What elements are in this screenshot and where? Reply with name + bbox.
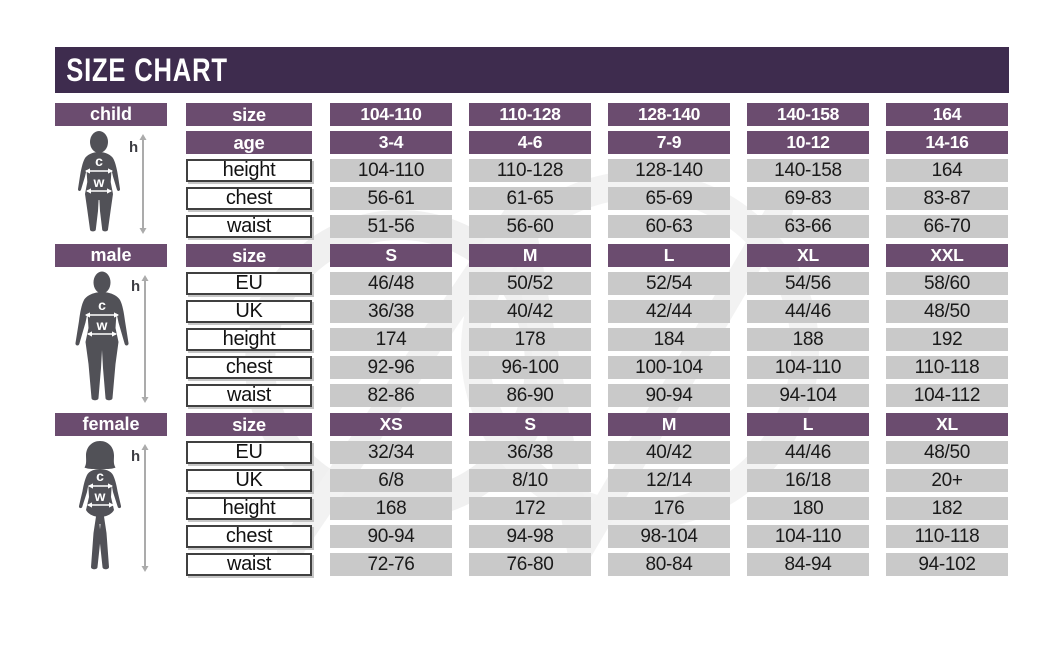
table-row-female-eu xyxy=(186,441,1009,464)
value-cell: 48/50 xyxy=(886,300,1008,323)
value-cell: L xyxy=(608,244,730,267)
section-male xyxy=(55,244,1009,407)
value-cell: M xyxy=(608,413,730,436)
value-cell: M xyxy=(469,244,591,267)
height-arrow-label: h xyxy=(129,139,139,156)
value-cell: 3-4 xyxy=(330,131,452,154)
value-cell: 110-128 xyxy=(469,159,591,182)
row-label: chest xyxy=(186,356,312,379)
value-cell: 128-140 xyxy=(608,159,730,182)
value-cell: 84-94 xyxy=(747,553,869,576)
value-cell: 104-110 xyxy=(330,103,452,126)
value-cell: 32/34 xyxy=(330,441,452,464)
value-cell: L xyxy=(747,413,869,436)
table-row-child-age xyxy=(186,131,1009,154)
value-cell: 40/42 xyxy=(608,441,730,464)
height-arrow-label: h xyxy=(131,278,141,295)
value-cell: 83-87 xyxy=(886,187,1008,210)
row-label: EU xyxy=(186,441,312,464)
value-cell: 104-110 xyxy=(330,159,452,182)
value-cell: 56-61 xyxy=(330,187,452,210)
value-cell: 110-118 xyxy=(886,356,1008,379)
row-label: chest xyxy=(186,187,312,210)
value-cell: 14-16 xyxy=(886,131,1008,154)
chest-arrow-label: c xyxy=(96,468,104,484)
value-cell: 36/38 xyxy=(469,441,591,464)
value-cell: 36/38 xyxy=(330,300,452,323)
value-cell: 94-98 xyxy=(469,525,591,548)
value-cell: 140-158 xyxy=(747,159,869,182)
value-cell: 184 xyxy=(608,328,730,351)
value-cell: 174 xyxy=(330,328,452,351)
value-cell: 104-110 xyxy=(747,525,869,548)
value-cell: 164 xyxy=(886,159,1008,182)
chest-arrow-label: c xyxy=(95,153,103,169)
section-side xyxy=(55,413,167,576)
section-title: child xyxy=(55,103,167,126)
value-cell: 94-104 xyxy=(747,384,869,407)
value-cell: 56-60 xyxy=(469,215,591,238)
value-cell: 180 xyxy=(747,497,869,520)
row-label: waist xyxy=(186,553,312,576)
row-label: height xyxy=(186,328,312,351)
value-cell: 69-83 xyxy=(747,187,869,210)
value-cell: 76-80 xyxy=(469,553,591,576)
table-row-male-waist xyxy=(186,384,1009,407)
page-title: SIZE CHART xyxy=(66,51,228,88)
value-cell: 51-56 xyxy=(330,215,452,238)
value-cell: S xyxy=(330,244,452,267)
row-label: waist xyxy=(186,384,312,407)
section-title: female xyxy=(55,413,167,436)
value-cell: 12/14 xyxy=(608,469,730,492)
figure xyxy=(55,440,167,576)
value-cell: 96-100 xyxy=(469,356,591,379)
value-cell: 104-110 xyxy=(747,356,869,379)
row-label: UK xyxy=(186,300,312,323)
value-cell: 65-69 xyxy=(608,187,730,210)
section-female xyxy=(55,413,1009,576)
row-label: height xyxy=(186,497,312,520)
chest-arrow-label: c xyxy=(98,297,106,313)
value-cell: 72-76 xyxy=(330,553,452,576)
table-row-female-uk xyxy=(186,469,1009,492)
section-child xyxy=(55,103,1009,238)
value-cell: 168 xyxy=(330,497,452,520)
value-cell: 128-140 xyxy=(608,103,730,126)
table-row-female-size xyxy=(186,413,1009,436)
waist-arrow-label: w xyxy=(94,488,106,504)
value-cell: 10-12 xyxy=(747,131,869,154)
table-row-child-waist xyxy=(186,215,1009,238)
value-cell: 182 xyxy=(886,497,1008,520)
value-cell: 4-6 xyxy=(469,131,591,154)
value-cell: XS xyxy=(330,413,452,436)
value-cell: 110-128 xyxy=(469,103,591,126)
row-label: age xyxy=(186,131,312,154)
table-row-child-height xyxy=(186,159,1009,182)
value-cell: 54/56 xyxy=(747,272,869,295)
row-label: chest xyxy=(186,525,312,548)
waist-arrow-label: w xyxy=(93,174,105,190)
table-row-male-eu xyxy=(186,272,1009,295)
section-side xyxy=(55,244,167,407)
section-rows xyxy=(186,103,1009,238)
value-cell: 42/44 xyxy=(608,300,730,323)
child-silhouette-icon xyxy=(55,130,167,236)
table-row-male-height xyxy=(186,328,1009,351)
value-cell: 90-94 xyxy=(608,384,730,407)
value-cell: 140-158 xyxy=(747,103,869,126)
female-silhouette-icon xyxy=(55,440,167,574)
value-cell: 178 xyxy=(469,328,591,351)
value-cell: 176 xyxy=(608,497,730,520)
value-cell: 8/10 xyxy=(469,469,591,492)
value-cell: 16/18 xyxy=(747,469,869,492)
value-cell: XXL xyxy=(886,244,1008,267)
title-bar xyxy=(55,47,1009,93)
row-label: size xyxy=(186,103,312,126)
value-cell: 110-118 xyxy=(886,525,1008,548)
row-label: size xyxy=(186,244,312,267)
row-label: EU xyxy=(186,272,312,295)
table-row-male-uk xyxy=(186,300,1009,323)
section-side xyxy=(55,103,167,238)
male-silhouette-icon xyxy=(55,271,167,405)
table-row-male-chest xyxy=(186,356,1009,379)
table-row-female-waist xyxy=(186,553,1009,576)
value-cell: 80-84 xyxy=(608,553,730,576)
value-cell: 192 xyxy=(886,328,1008,351)
section-rows xyxy=(186,413,1009,576)
value-cell: 172 xyxy=(469,497,591,520)
value-cell: 44/46 xyxy=(747,300,869,323)
table-row-male-size xyxy=(186,244,1009,267)
value-cell: S xyxy=(469,413,591,436)
value-cell: 46/48 xyxy=(330,272,452,295)
value-cell: 52/54 xyxy=(608,272,730,295)
size-table xyxy=(55,103,1009,582)
value-cell: 104-112 xyxy=(886,384,1008,407)
table-row-child-size xyxy=(186,103,1009,126)
value-cell: 40/42 xyxy=(469,300,591,323)
figure xyxy=(55,130,167,238)
value-cell: 58/60 xyxy=(886,272,1008,295)
value-cell: 7-9 xyxy=(608,131,730,154)
value-cell: XL xyxy=(747,244,869,267)
value-cell: 50/52 xyxy=(469,272,591,295)
value-cell: 86-90 xyxy=(469,384,591,407)
value-cell: 164 xyxy=(886,103,1008,126)
value-cell: 61-65 xyxy=(469,187,591,210)
height-arrow-label: h xyxy=(131,448,141,465)
value-cell: 66-70 xyxy=(886,215,1008,238)
row-label: size xyxy=(186,413,312,436)
value-cell: 98-104 xyxy=(608,525,730,548)
value-cell: 82-86 xyxy=(330,384,452,407)
value-cell: 92-96 xyxy=(330,356,452,379)
table-row-female-height xyxy=(186,497,1009,520)
row-label: height xyxy=(186,159,312,182)
row-label: waist xyxy=(186,215,312,238)
value-cell: 44/46 xyxy=(747,441,869,464)
table-row-child-chest xyxy=(186,187,1009,210)
table-row-female-chest xyxy=(186,525,1009,548)
value-cell: 90-94 xyxy=(330,525,452,548)
value-cell: 6/8 xyxy=(330,469,452,492)
section-title: male xyxy=(55,244,167,267)
value-cell: 94-102 xyxy=(886,553,1008,576)
value-cell: 48/50 xyxy=(886,441,1008,464)
row-label: UK xyxy=(186,469,312,492)
section-rows xyxy=(186,244,1009,407)
value-cell: XL xyxy=(886,413,1008,436)
waist-arrow-label: w xyxy=(96,317,108,333)
value-cell: 100-104 xyxy=(608,356,730,379)
value-cell: 60-63 xyxy=(608,215,730,238)
value-cell: 63-66 xyxy=(747,215,869,238)
figure xyxy=(55,271,167,407)
value-cell: 188 xyxy=(747,328,869,351)
value-cell: 20+ xyxy=(886,469,1008,492)
